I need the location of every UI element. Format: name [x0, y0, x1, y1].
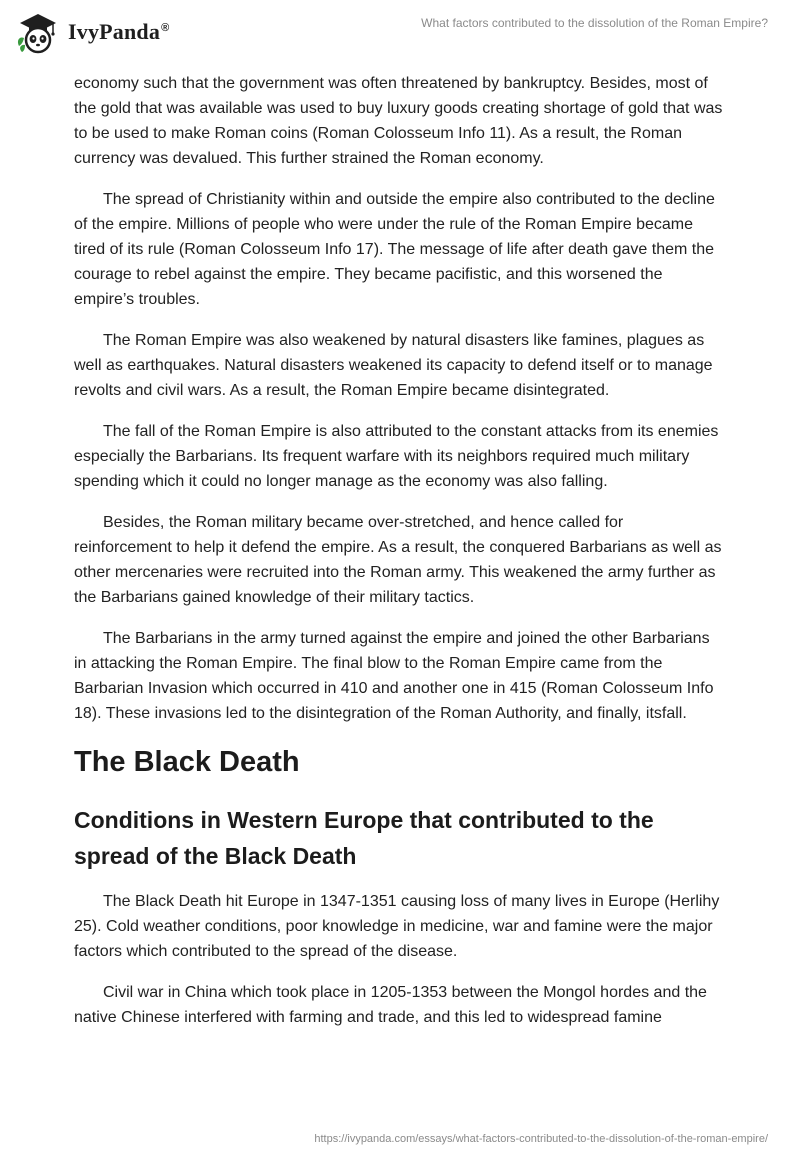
logo[interactable]: [14, 8, 169, 56]
paragraph: Civil war in China which took place in 1205-1353 between the Mongol hordes and the native Chinese interfered with farming and trade, and this led to widespread famine: [74, 984, 707, 1026]
paragraph: The fall of the Roman Empire is also attributed to the constant attacks from its enemies especially the Barbarians. Its frequent warfare with its neighbors required much military spending which it could no longer manage as the economy was also falling.: [74, 423, 719, 490]
subsection-heading: Conditions in Western Europe that contributed to the spread of the Black Death: [74, 807, 654, 869]
paragraph: Besides, the Roman military became over-stretched, and hence called for reinforcement to help it defend the empire. As a result, the conquered Barbarians as well as other mercenaries were recruited into the Roman army. This weakened the army further as the Barbarians gained knowledge of their military tactics.: [74, 514, 722, 606]
paragraph: economy such that the government was often threatened by bankruptcy. Besides, most of the gold that was available was used to buy luxury goods creating shortage of gold that was to be used to make Roman coins (Roman Colosseum Info 11). As a result, the Roman currency was devalued. This further strained the Roman economy.: [74, 75, 723, 167]
page-header: [0, 0, 800, 64]
document-title: What factors contributed to the dissolution of the Roman Empire?: [421, 16, 768, 30]
paragraph: The spread of Christianity within and outside the empire also contributed to the decline of the empire. Millions of people who were under the rule of the Roman Empire became tired of its rule (Roman Colosseum Info 17). The message of life after death gave them the courage to rebel against the empire. They became pacifistic, and this worsened the empire’s troubles.: [74, 191, 715, 308]
essay-content: [74, 71, 724, 1046]
source-url[interactable]: https://ivypanda.com/essays/what-factors-contributed-to-the-dissolution-of-the-roman-empire/: [314, 1133, 768, 1145]
panda-graduation-cap-icon: [14, 8, 62, 56]
section-heading: The Black Death: [74, 746, 300, 778]
brand-name: IvyPanda®: [68, 19, 170, 44]
paragraph: The Black Death hit Europe in 1347-1351 causing loss of many lives in Europe (Herlihy 25). Cold weather conditions, poor knowledge in medicine, war and famine were the major factors which contributed to the spread of the disease.: [74, 893, 720, 960]
paragraph: The Roman Empire was also weakened by natural disasters like famines, plagues as well as earthquakes. Natural disasters weakened its capacity to defend itself or to manage revolts and civil wars. As a result, the Roman Empire became disintegrated.: [74, 332, 713, 399]
paragraph: The Barbarians in the army turned against the empire and joined the other Barbarians in attacking the Roman Empire. The final blow to the Roman Empire came from the Barbarian Invasion which occurred in 410 and another one in 415 (Roman Colosseum Info 18). These invasions led to the disintegration of the Roman Authority, and finally, itsfall.: [74, 630, 714, 722]
